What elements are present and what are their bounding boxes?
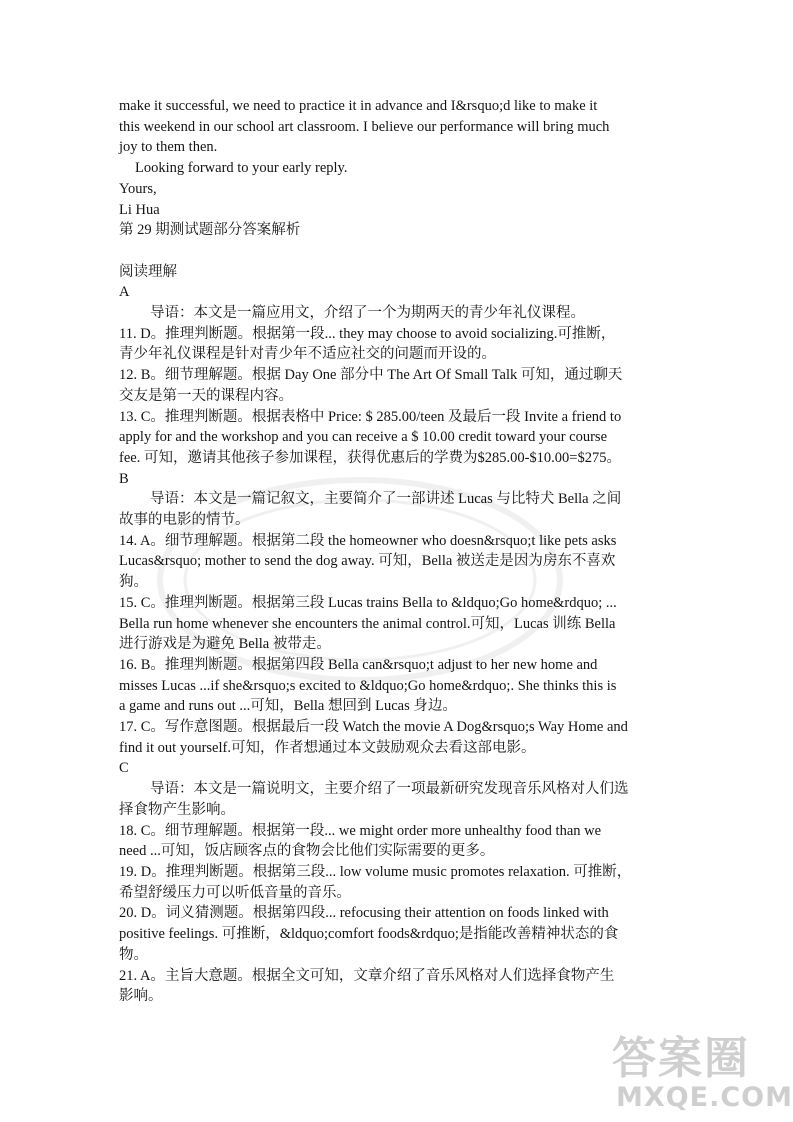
answer-line: 13. C。推理判断题。根据表格中 Price: $ 285.00/teen 及最后一段 Invite a friend to [119, 408, 622, 425]
part-b-guide-cont: 故事的电影的情节。 [119, 512, 250, 529]
document-body [119, 96, 679, 1007]
answer-line: 20. D。词义猜测题。根据第四段... refocusing their attention on foods linked with [119, 905, 609, 922]
section-heading: 阅读理解 [119, 263, 177, 280]
answer-line: 影响。 [119, 988, 163, 1005]
letter-sign-off: Yours, [119, 180, 157, 197]
part-c-guide: 导语：本文是一篇说明文，主要介绍了一项最新研究发现音乐风格对人们选 [150, 781, 629, 798]
part-b-guide: 导语：本文是一篇记叙文，主要简介了一部讲述 Lucas 与比特犬 Bella 之间 [150, 491, 622, 508]
answer-line: 交友是第一天的课程内容。 [119, 387, 293, 404]
answer-line: 进行游戏是为避免 Bella 被带走。 [119, 636, 331, 653]
answer-line: 17. C。写作意图题。根据最后一段 Watch the movie A Dog&rsquo;s Way Home and [119, 719, 628, 736]
site-logo [612, 1022, 793, 1118]
answer-line: a game and runs out ...可知，Bella 想回到 Lucas 身边。 [119, 698, 457, 715]
letter-signature: Li Hua [119, 201, 160, 218]
letter-line: joy to them then. [119, 139, 218, 156]
answer-line: 青少年礼仪课程是针对青少年不适应社交的问题而开设的。 [119, 346, 496, 363]
answer-line: 希望舒缓压力可以听低音量的音乐。 [119, 884, 351, 901]
letter-line: make it successful, we need to practice it in advance and I&rsquo;d like to make it [119, 98, 598, 114]
answers-title: 第 29 期测试题部分答案解析 [119, 222, 301, 239]
answer-line: 16. B。推理判断题。根据第四段 Bella can&rsquo;t adjust to her new home and [119, 656, 598, 673]
letter-line: this weekend in our school art classroom. I believe our performance will bring much [119, 118, 610, 135]
answer-line: misses Lucas ...if she&rsquo;s excited to &ldquo;Go home&rdquo;. She thinks this is [119, 677, 617, 694]
logo-url: MXQE.COM [616, 1082, 793, 1113]
answer-line: Lucas&rsquo; mother to send the dog away. 可知，Bella 被送走是因为房东不喜欢 [119, 553, 616, 570]
letter-closing: Looking forward to your early reply. [135, 160, 348, 177]
answer-line: Bella run home whenever she encounters the animal control.可知，Lucas 训练 Bella [119, 615, 616, 632]
logo-text: 答案圈 [612, 1033, 750, 1084]
answer-line: find it out yourself.可知，作者想通过本文鼓励观众去看这部电影。 [119, 739, 536, 756]
answer-line: fee. 可知，邀请其他孩子参加课程，获得优惠后的学费为$285.00-$10.00=$275。 [119, 449, 621, 466]
part-c-guide-cont: 择食物产生影响。 [119, 801, 235, 818]
answer-line: 19. D。推理判断题。根据第三段... low volume music promotes relaxation. 可推断， [119, 864, 632, 880]
answer-line: apply for and the workshop and you can receive a $ 10.00 credit toward your course [119, 429, 608, 446]
part-b-label: B [119, 470, 129, 487]
answer-line: 14. A。细节理解题。根据第二段 the homeowner who doesn&rsquo;t like pets asks [119, 532, 617, 549]
answer-line: need ...可知，饭店顾客点的食物会比他们实际需要的更多。 [119, 843, 495, 860]
answer-line: 18. C。细节理解题。根据第一段... we might order more unhealthy food than we [119, 822, 602, 839]
blank-line [119, 241, 679, 262]
answer-line: 15. C。推理判断题。根据第三段 Lucas trains Bella to &ldquo;Go home&rdquo; ... [119, 594, 617, 611]
part-c-label: C [119, 760, 129, 777]
answer-line: 12. B。细节理解题。根据 Day One 部分中 The Art Of Small Talk 可知，通过聊天 [119, 367, 623, 384]
answer-line: 21. A。主旨大意题。根据全文可知，文章介绍了音乐风格对人们选择食物产生 [119, 967, 615, 984]
part-a-label: A [119, 284, 130, 301]
part-a-guide: 导语：本文是一篇应用文，介绍了一个为期两天的青少年礼仪课程。 [150, 305, 585, 322]
answer-line: 狗。 [119, 574, 148, 591]
answer-line: positive feelings. 可推断，&ldquo;comfort foods&rdquo;是指能改善精神状态的食 [119, 926, 619, 943]
answer-line: 物。 [119, 946, 148, 963]
answer-line: 11. D。推理判断题。根据第一段... they may choose to avoid socializing.可推断， [119, 325, 616, 342]
